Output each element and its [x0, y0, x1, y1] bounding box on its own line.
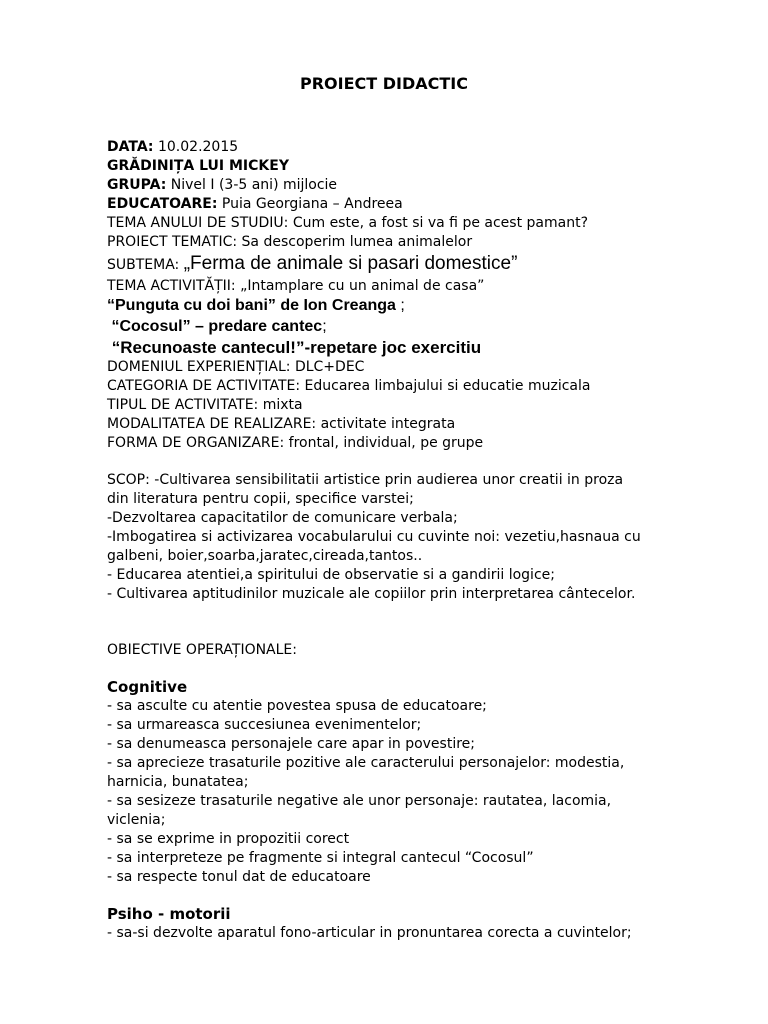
scop-text: -Cultivarea sensibilitatii artistice prin audierea unor creatii in proza: [149, 472, 624, 488]
field-tipul: [107, 396, 303, 415]
psiho-item: - sa-si dezvolte aparatul fono-articular in pronuntarea corecta a cuvintelor;: [107, 925, 632, 941]
field-value: Cum este, a fost si va fi pe acest pamant?: [292, 215, 588, 231]
activity-title: “Punguta cu doi bani” de Ion Creanga: [107, 297, 396, 314]
cognitive-item: - sa asculte cu atentie povestea spusa de educatoare;: [107, 698, 487, 714]
field-value: activitate integrata: [320, 416, 456, 432]
cognitive-item: - sa aprecieze trasaturile pozitive ale caracterului personajelor: modestia,: [107, 755, 625, 771]
cognitive-item: - sa urmareasca succesiunea evenimentelor;: [107, 717, 422, 733]
document-title: PROIECT DIDACTIC: [299, 74, 468, 93]
field-value: Sa descoperim lumea animalelor: [241, 234, 473, 250]
scop-line: [107, 471, 623, 490]
cognitive-item: - sa denumeasca personajele care apar in povestire;: [107, 736, 475, 752]
obiective-title: OBIECTIVE OPERAȚIONALE:: [107, 642, 297, 658]
cognitive-title: Cognitive: [107, 678, 188, 696]
scop-line: -Imbogatirea si activizarea vocabularului cu cuvinte noi: vezetiu,hasnaua cu: [107, 529, 641, 545]
field-forma: [107, 434, 483, 453]
scop-line: - Cultivarea aptitudinilor muzicale ale copiilor prin interpretarea cântecelor.: [107, 586, 636, 602]
field-label: GRUPA:: [107, 177, 167, 193]
field-value: „Intamplare cu un animal de casa”: [240, 278, 485, 294]
cognitive-item: - sa respecte tonul dat de educatoare: [107, 869, 371, 885]
field-label: DOMENIUL EXPERIENȚIAL:: [107, 359, 291, 375]
field-tema-anului: [107, 214, 588, 233]
field-label: DATA:: [107, 139, 154, 155]
scop-line: - Educarea atentiei,a spiritului de observatie si a gandirii logice;: [107, 567, 555, 583]
activity-3: [107, 337, 481, 360]
cognitive-item: harnicia, bunatatea;: [107, 774, 249, 790]
field-value: Nivel I (3-5 ani) mijlocie: [170, 177, 338, 193]
field-label: CATEGORIA DE ACTIVITATE:: [107, 378, 301, 394]
scop-label: SCOP:: [107, 472, 150, 488]
field-data: [107, 138, 238, 157]
activity-suffix: ;: [322, 318, 327, 335]
field-label: MODALITATEA DE REALIZARE:: [107, 416, 317, 432]
scop-line: -Dezvoltarea capacitatilor de comunicare verbala;: [107, 510, 458, 526]
field-value: DLC+DEC: [294, 359, 365, 375]
field-value: 10.02.2015: [157, 139, 239, 155]
activity-title: “Cocosul” – predare cantec: [107, 318, 323, 335]
field-proiect-tematic: [107, 233, 472, 252]
field-gradinita: [107, 157, 289, 176]
field-label: EDUCATOARE:: [107, 196, 218, 212]
field-tema-activitatii: [107, 277, 484, 296]
field-grupa: [107, 176, 337, 195]
field-label: FORMA DE ORGANIZARE:: [107, 435, 285, 451]
field-categoria: [107, 377, 590, 396]
field-label: PROIECT TEMATIC:: [107, 234, 238, 250]
activity-2: [107, 317, 327, 337]
scop-line: din literatura pentru copii, specifice varstei;: [107, 491, 414, 507]
field-modalitatea: [107, 415, 455, 434]
cognitive-item: - sa sesizeze trasaturile negative ale unor personaje: rautatea, lacomia,: [107, 793, 612, 809]
cognitive-item: viclenia;: [107, 812, 166, 828]
field-label: SUBTEMA:: [107, 257, 180, 273]
scop-line: galbeni, boier,soarba,jaratec,cireada,tantos..: [107, 548, 423, 564]
activity-suffix: ;: [395, 297, 405, 314]
field-value: Educarea limbajului si educatie muzicala: [304, 378, 591, 394]
field-value: „Ferma de animale si pasari domestice”: [183, 253, 518, 274]
cognitive-item: - sa se exprime in propozitii corect: [107, 831, 350, 847]
field-label: TEMA ANULUI DE STUDIU:: [107, 215, 289, 231]
field-educatoare: [107, 195, 403, 214]
cognitive-item: - sa interpreteze pe fragmente si integral cantecul “Cocosul”: [107, 850, 534, 866]
field-value: mixta: [262, 397, 303, 413]
kindergarten-name: GRĂDINIȚA LUI MICKEY: [107, 158, 289, 174]
field-value: Puia Georgiana – Andreea: [221, 196, 403, 212]
field-label: TEMA ACTIVITĂȚII:: [107, 278, 236, 294]
activity-1: [107, 296, 405, 316]
activity-title: “Recunoaste cantecul!”-repetare joc exercitiu: [107, 338, 482, 357]
field-value: frontal, individual, pe grupe: [288, 435, 484, 451]
field-subtema: [107, 253, 517, 276]
field-label: TIPUL DE ACTIVITATE:: [107, 397, 259, 413]
psiho-motorii-title: Psiho - motorii: [107, 905, 231, 923]
field-domeniul: [107, 358, 364, 377]
